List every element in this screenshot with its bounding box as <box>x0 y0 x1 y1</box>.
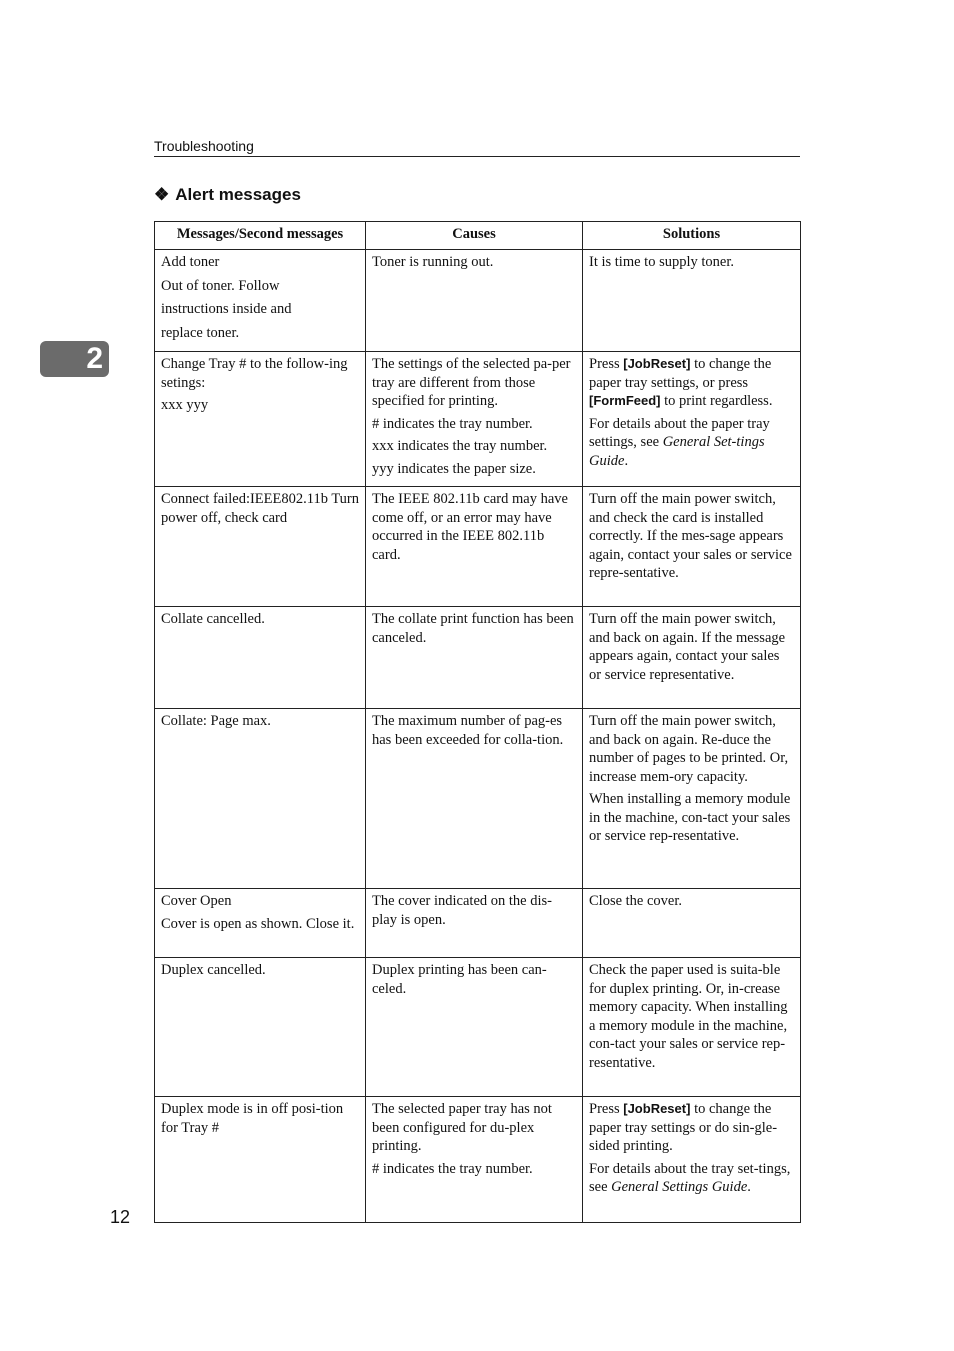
message-line: Change Tray # to the follow-ing setings: <box>161 356 348 391</box>
message-cell <box>155 352 366 487</box>
message-cell <box>155 487 366 607</box>
message-line: xxx yyy <box>161 397 209 413</box>
message-cell <box>155 709 366 889</box>
cause-cell <box>366 607 583 709</box>
cause-paragraph: The settings of the selected pa-per tray are different from those specified for printing. <box>372 356 571 409</box>
page-number: 12 <box>110 1207 131 1227</box>
solution-text: For details about the paper tray settings, see <box>589 415 770 450</box>
cause-cell <box>366 958 583 1097</box>
cause-paragraph: The selected paper tray has not been configured for du-plex printing. <box>372 1101 552 1154</box>
message-line: instructions inside and <box>161 301 292 317</box>
table-row <box>155 958 801 1097</box>
running-head: Troubleshooting <box>154 138 800 157</box>
solution-text: It is time to supply toner. <box>589 254 734 270</box>
solution-paragraph <box>589 253 794 272</box>
message-cell <box>155 250 366 352</box>
solution-cell <box>583 352 801 487</box>
message-line: Duplex mode is in off posi-tion for Tray # <box>161 1101 344 1136</box>
header-messages: Messages/Second messages <box>155 222 366 250</box>
table-row <box>155 487 801 607</box>
cause-cell <box>366 352 583 487</box>
solution-cell <box>583 487 801 607</box>
diamond-bullet-icon: ❖ <box>154 185 170 204</box>
message-line: Out of toner. Follow <box>161 277 280 294</box>
solution-paragraph <box>589 712 794 786</box>
solution-text: When installing a memory module in the machine, con-tact your sales or service rep-resentative. <box>589 791 791 844</box>
message-cell <box>155 958 366 1097</box>
message-line: Duplex cancelled. <box>161 962 266 978</box>
message-line: Collate cancelled. <box>161 611 265 627</box>
key-label: [FormFeed] <box>589 393 661 408</box>
solution-paragraph <box>589 1100 794 1156</box>
message-cell <box>155 889 366 958</box>
solution-text: Turn off the main power switch, and back on again. If the message appears again, contact your sales or service representative. <box>589 611 786 683</box>
table-row <box>155 889 801 958</box>
cause-paragraph: xxx indicates the tray number. <box>372 438 548 454</box>
header-causes: Causes <box>366 222 583 250</box>
table-row <box>155 1097 801 1223</box>
solution-cell <box>583 250 801 352</box>
message-line: Add toner <box>161 254 220 270</box>
message-line: Cover is open as shown. Close it. <box>161 915 355 932</box>
cause-cell <box>366 1097 583 1223</box>
cause-cell <box>366 709 583 889</box>
solution-paragraph <box>589 961 794 1072</box>
message-line: Collate: Page max. <box>161 713 271 729</box>
solution-text: to print regardless. <box>660 393 773 409</box>
solution-text: Turn off the main power switch, and check the card is installed correctly. If the mes-sage appears again, contact your sales or service repre-sentative. <box>589 491 792 581</box>
table-row <box>155 250 801 352</box>
section-title-text: Alert messages <box>175 185 301 204</box>
solution-cell <box>583 709 801 889</box>
solution-paragraph <box>589 892 794 911</box>
guide-reference: General Settings Guide <box>611 1179 748 1195</box>
solution-text: to change the paper tray settings, or press <box>589 356 772 391</box>
solution-cell <box>583 889 801 958</box>
solution-paragraph <box>589 790 794 846</box>
chapter-tab: 2 <box>40 341 109 377</box>
table-row <box>155 607 801 709</box>
message-line: Cover Open <box>161 893 232 909</box>
message-cell <box>155 607 366 709</box>
table-body <box>155 250 801 1223</box>
cause-paragraph: Duplex printing has been can-celed. <box>372 962 547 997</box>
solution-text: Turn off the main power switch, and back on again. Re-duce the number of pages to be printed. Or, increase mem-ory capacity. <box>589 713 789 785</box>
solution-cell <box>583 958 801 1097</box>
guide-reference: General Set-tings Guide <box>589 434 765 469</box>
solution-text: to change the paper tray settings or do sin-gle-sided printing. <box>589 1101 778 1154</box>
cause-paragraph: # indicates the tray number. <box>372 415 533 432</box>
cause-paragraph: The cover indicated on the dis-play is open. <box>372 893 552 928</box>
solution-paragraph <box>589 415 794 471</box>
cause-paragraph: The collate print function has been canceled. <box>372 611 574 646</box>
cause-cell <box>366 250 583 352</box>
solution-text: . <box>624 452 629 469</box>
solution-paragraph <box>589 355 794 411</box>
solution-text: Check the paper used is suita-ble for duplex printing. Or, in-crease memory capacity. When installing a memory module in the machine, con-tact your sales or service rep-resentative. <box>589 962 788 1071</box>
solution-paragraph <box>589 490 794 583</box>
table-header-row <box>155 222 801 250</box>
cause-paragraph: yyy indicates the paper size. <box>372 460 536 477</box>
alert-messages-table <box>154 221 801 1223</box>
key-label: [JobReset] <box>623 356 691 371</box>
cause-paragraph: Toner is running out. <box>372 254 494 270</box>
solution-text: . <box>747 1179 751 1195</box>
message-line: Connect failed:IEEE802.11b Turn power off, check card <box>161 491 360 526</box>
cause-cell <box>366 487 583 607</box>
cause-cell <box>366 889 583 958</box>
message-line: replace toner. <box>161 324 240 341</box>
solution-paragraph <box>589 610 794 684</box>
solution-paragraph <box>589 1160 794 1197</box>
key-label: [JobReset] <box>623 1101 691 1116</box>
section-title <box>154 185 301 205</box>
solution-text: For details about the tray set-tings, see <box>589 1160 791 1195</box>
solution-text: Press <box>589 1101 624 1117</box>
solution-text: Press <box>589 356 624 372</box>
cause-paragraph: # indicates the tray number. <box>372 1160 533 1177</box>
message-cell <box>155 1097 366 1223</box>
table-row <box>155 709 801 889</box>
solution-text: Close the cover. <box>589 893 683 909</box>
cause-paragraph: The IEEE 802.11b card may have come off, or an error may have occurred in the IEEE 802.11b card. <box>372 491 568 563</box>
cause-paragraph: The maximum number of pag-es has been exceeded for colla-tion. <box>372 713 564 748</box>
header-solutions: Solutions <box>583 222 801 250</box>
solution-cell <box>583 607 801 709</box>
solution-cell <box>583 1097 801 1223</box>
table-row <box>155 352 801 487</box>
